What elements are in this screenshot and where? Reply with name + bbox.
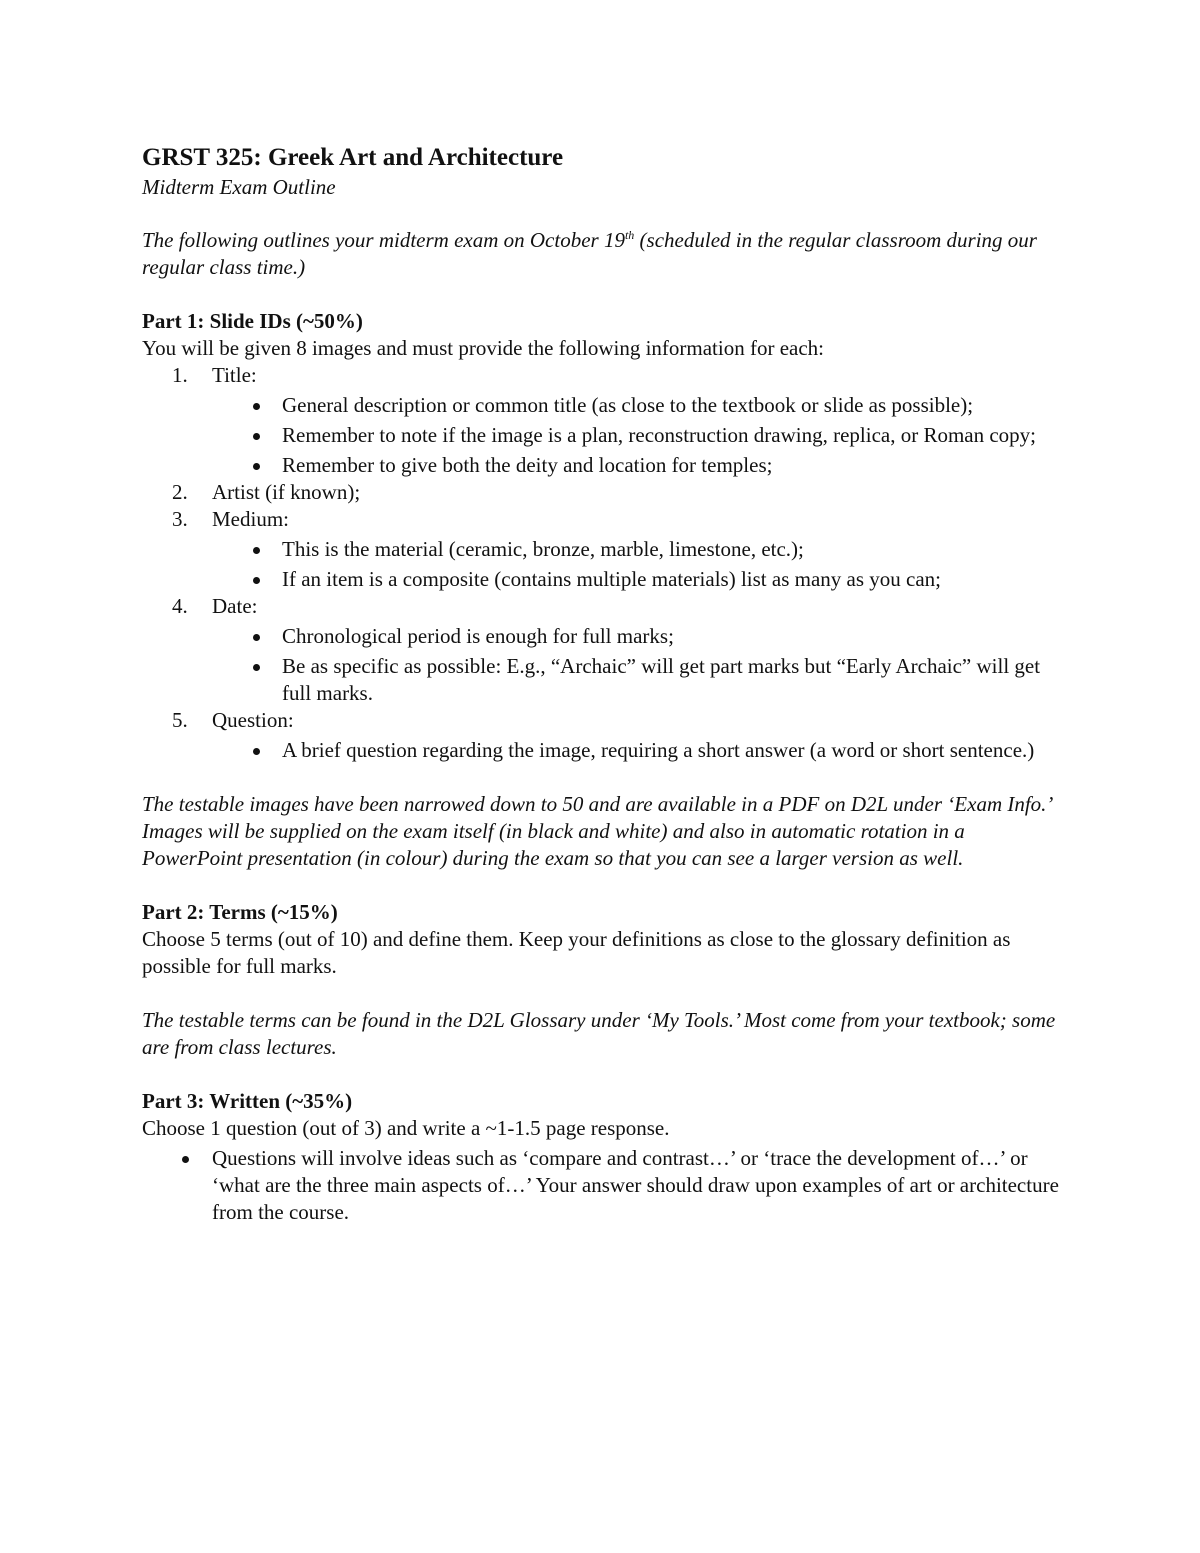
- bullet-icon: [253, 748, 260, 755]
- list-item: [142, 707, 1067, 764]
- part1-intro: You will be given 8 images and must provide the following information for each:: [142, 336, 824, 360]
- bullet-list: [142, 536, 1067, 593]
- intro-text-end: (scheduled in the regular classroom during our regular class time.): [142, 228, 1037, 279]
- bullet-icon: [253, 664, 260, 671]
- list-item: [142, 593, 1067, 707]
- bullet-item: Chronological period is enough for full marks;: [142, 623, 1067, 650]
- part2-heading: Part 2: Terms (~15%): [142, 900, 338, 924]
- bullet-item: Remember to note if the image is a plan, reconstruction drawing, replica, or Roman copy;: [142, 422, 1067, 449]
- item-label: Medium:: [212, 507, 289, 531]
- bullet-item: Remember to give both the deity and location for temples;: [142, 452, 1067, 479]
- item-label: Date:: [212, 594, 258, 618]
- item-number: 1.: [172, 363, 188, 387]
- bullet-item: If an item is a composite (contains multiple materials) list as many as you can;: [142, 566, 1067, 593]
- bullet-item: Be as specific as possible: E.g., “Archaic” will get part marks but “Early Archaic” will get full marks.: [142, 653, 1067, 707]
- part3-body: Choose 1 question (out of 3) and write a ~1-1.5 page response.: [142, 1116, 670, 1140]
- item-label: Artist (if known);: [212, 480, 361, 504]
- intro-superscript: th: [624, 228, 635, 242]
- item-number: 4.: [172, 594, 188, 618]
- bullet-list: [142, 623, 1067, 707]
- bullet-icon: [253, 433, 260, 440]
- item-number: 5.: [172, 708, 188, 732]
- bullet-icon: [253, 463, 260, 470]
- bullet-icon: [182, 1156, 189, 1163]
- part3-heading: Part 3: Written (~35%): [142, 1089, 353, 1113]
- part2-note: The testable terms can be found in the D2L Glossary under ‘My Tools.’ Most come from your textbook; some are from class lectures.: [142, 1008, 1056, 1059]
- list-item: [142, 479, 1067, 506]
- part1-list: [142, 362, 1067, 764]
- part1-heading: Part 1: Slide IDs (~50%): [142, 309, 363, 333]
- item-number: 2.: [172, 480, 188, 504]
- document-content: [142, 142, 1067, 1226]
- bullet-list: [142, 737, 1067, 764]
- page-title: GRST 325: Greek Art and Architecture: [142, 144, 564, 171]
- bullet-item: This is the material (ceramic, bronze, marble, limestone, etc.);: [142, 536, 1067, 563]
- bullet-icon: [253, 634, 260, 641]
- intro-note: [142, 227, 1067, 281]
- bullet-list: [142, 392, 1067, 479]
- item-number: 3.: [172, 507, 188, 531]
- part2-body: Choose 5 terms (out of 10) and define them. Keep your definitions as close to the glossary definition as possible for full marks.: [142, 927, 1011, 978]
- bullet-icon: [253, 403, 260, 410]
- item-label: Question:: [212, 708, 294, 732]
- bullet-item: General description or common title (as close to the textbook or slide as possible);: [142, 392, 1067, 419]
- item-label: Title:: [212, 363, 257, 387]
- bullet-item: Questions will involve ideas such as ‘compare and contrast…’ or ‘trace the development of…’ or ‘what are the three main aspects of…’ Your answer should draw upon examples of art or architecture from the course.: [142, 1145, 1067, 1226]
- bullet-item: A brief question regarding the image, requiring a short answer (a word or short sentence.): [142, 737, 1067, 764]
- list-item: [142, 362, 1067, 479]
- intro-text: The following outlines your midterm exam on October 19: [142, 228, 625, 252]
- list-item: [142, 506, 1067, 593]
- bullet-list: [142, 1145, 1067, 1226]
- bullet-icon: [253, 547, 260, 554]
- page-subtitle: Midterm Exam Outline: [142, 175, 336, 199]
- bullet-icon: [253, 577, 260, 584]
- part1-note: The testable images have been narrowed down to 50 and are available in a PDF on D2L under ‘Exam Info.’ Images will be supplied on the exam itself (in black and white) and also in automatic rotation in a PowerPoint presentation (in colour) during the exam so that you can see a larger version as well.: [142, 792, 1052, 870]
